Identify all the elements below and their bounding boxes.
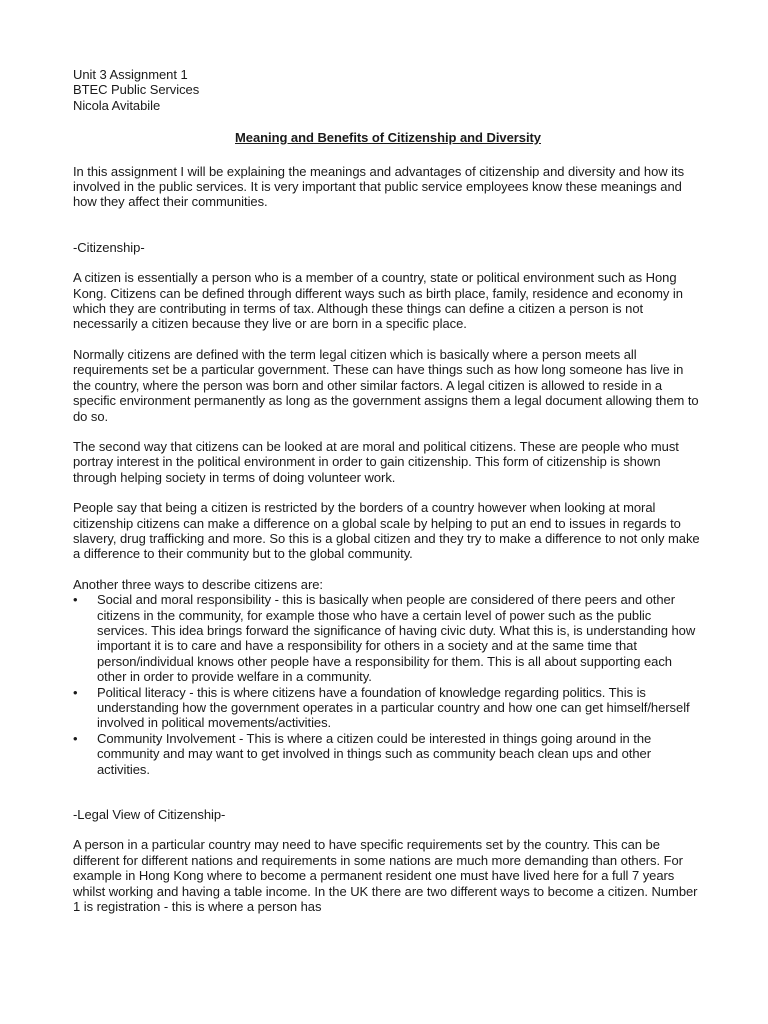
document-header	[73, 67, 703, 113]
citizenship-heading: -Citizenship-	[73, 239, 145, 255]
legal-view-heading: -Legal View of Citizenship-	[73, 807, 226, 823]
intro-paragraph: In this assignment I will be explaining the meanings and advantages of citizenship and diversity and how its involved in the public services. It is very important that public service employees know these meanings and how they affect their communities.	[73, 163, 685, 210]
document-title: Meaning and Benefits of Citizenship and Diversity	[235, 130, 541, 146]
unit-line: Unit 3 Assignment 1	[73, 67, 188, 82]
citizenship-paragraph-2: Normally citizens are defined with the term legal citizen which is basically where a person meets all requirements set be a particular government. These can have things such as how long someone has live in the country, where the person was born and other similar factors. A legal citizen is allowed to reside in a specific environment permanently as long as the government assigns them a legal document allowing them to do so.	[73, 346, 699, 424]
citizenship-paragraph-4: People say that being a citizen is restricted by the borders of a country however when looking at moral citizenship citizens can make a difference on a global scale by helping to put an end to issues in regards to slavery, drug trafficking and more. So this is a global citizen and they try to make a difference to not only make a difference to their community but to the global community.	[73, 500, 700, 562]
list-item-text: Political literacy - this is where citizens have a foundation of knowledge regarding politics. This is understanding how the government operates in a particular country and how one can get himself/herself involved in political movements/activities.	[97, 684, 690, 731]
bullet-icon: •	[73, 730, 78, 746]
author-line: Nicola Avitabile	[73, 97, 161, 113]
list-item	[73, 731, 703, 777]
bullet-icon: •	[73, 684, 78, 700]
legal-view-paragraph-1: A person in a particular country may need to have specific requirements set by the country. This can be different for different nations and requirements in some nations are much more demanding than others. For example in Hong Kong where to become a permanent resident one must have lived here for a full 7 years whilst working and having a table income. In the UK there are two different ways to become a citizen. Number 1 is registration - this is where a person has	[73, 837, 698, 915]
list-item	[73, 592, 703, 684]
bullet-icon: •	[73, 592, 78, 608]
document-page	[73, 67, 703, 929]
list-intro: Another three ways to describe citizens are:	[73, 576, 323, 592]
list-item-text: Social and moral responsibility - this is basically when people are considered of there peers and other citizens in the community, for example those who have a certain level of power such as the public services. This idea brings forward the significance of having civic duty. What this is, is understanding how important it is to care and have a responsibility for others in a society and at the same time that person/individual knows other people have a responsibility for them. This is all about supporting each other in order to provide welfare in a community.	[97, 592, 696, 685]
citizenship-paragraph-3: The second way that citizens can be looked at are moral and political citizens. These are people who must portray interest in the political environment in order to gain citizenship. This form of citizenship is shown through helping society in terms of doing volunteer work.	[73, 438, 679, 485]
list-item	[73, 685, 703, 731]
citizenship-paragraph-1: A citizen is essentially a person who is a member of a country, state or political environment such as Hong Kong. Citizens can be defined through different ways such as birth place, family, residence and economy in which they are contributing in terms of tax. Although these things can define a citizen a person is not necessarily a citizen because they live or are born in a specific place.	[73, 270, 683, 332]
course-line: BTEC Public Services	[73, 82, 200, 98]
list-item-text: Community Involvement - This is where a citizen could be interested in things going around in the community and may want to get involved in things such as community beach clean ups and other activities.	[97, 730, 652, 777]
citizen-types-list	[73, 592, 703, 777]
